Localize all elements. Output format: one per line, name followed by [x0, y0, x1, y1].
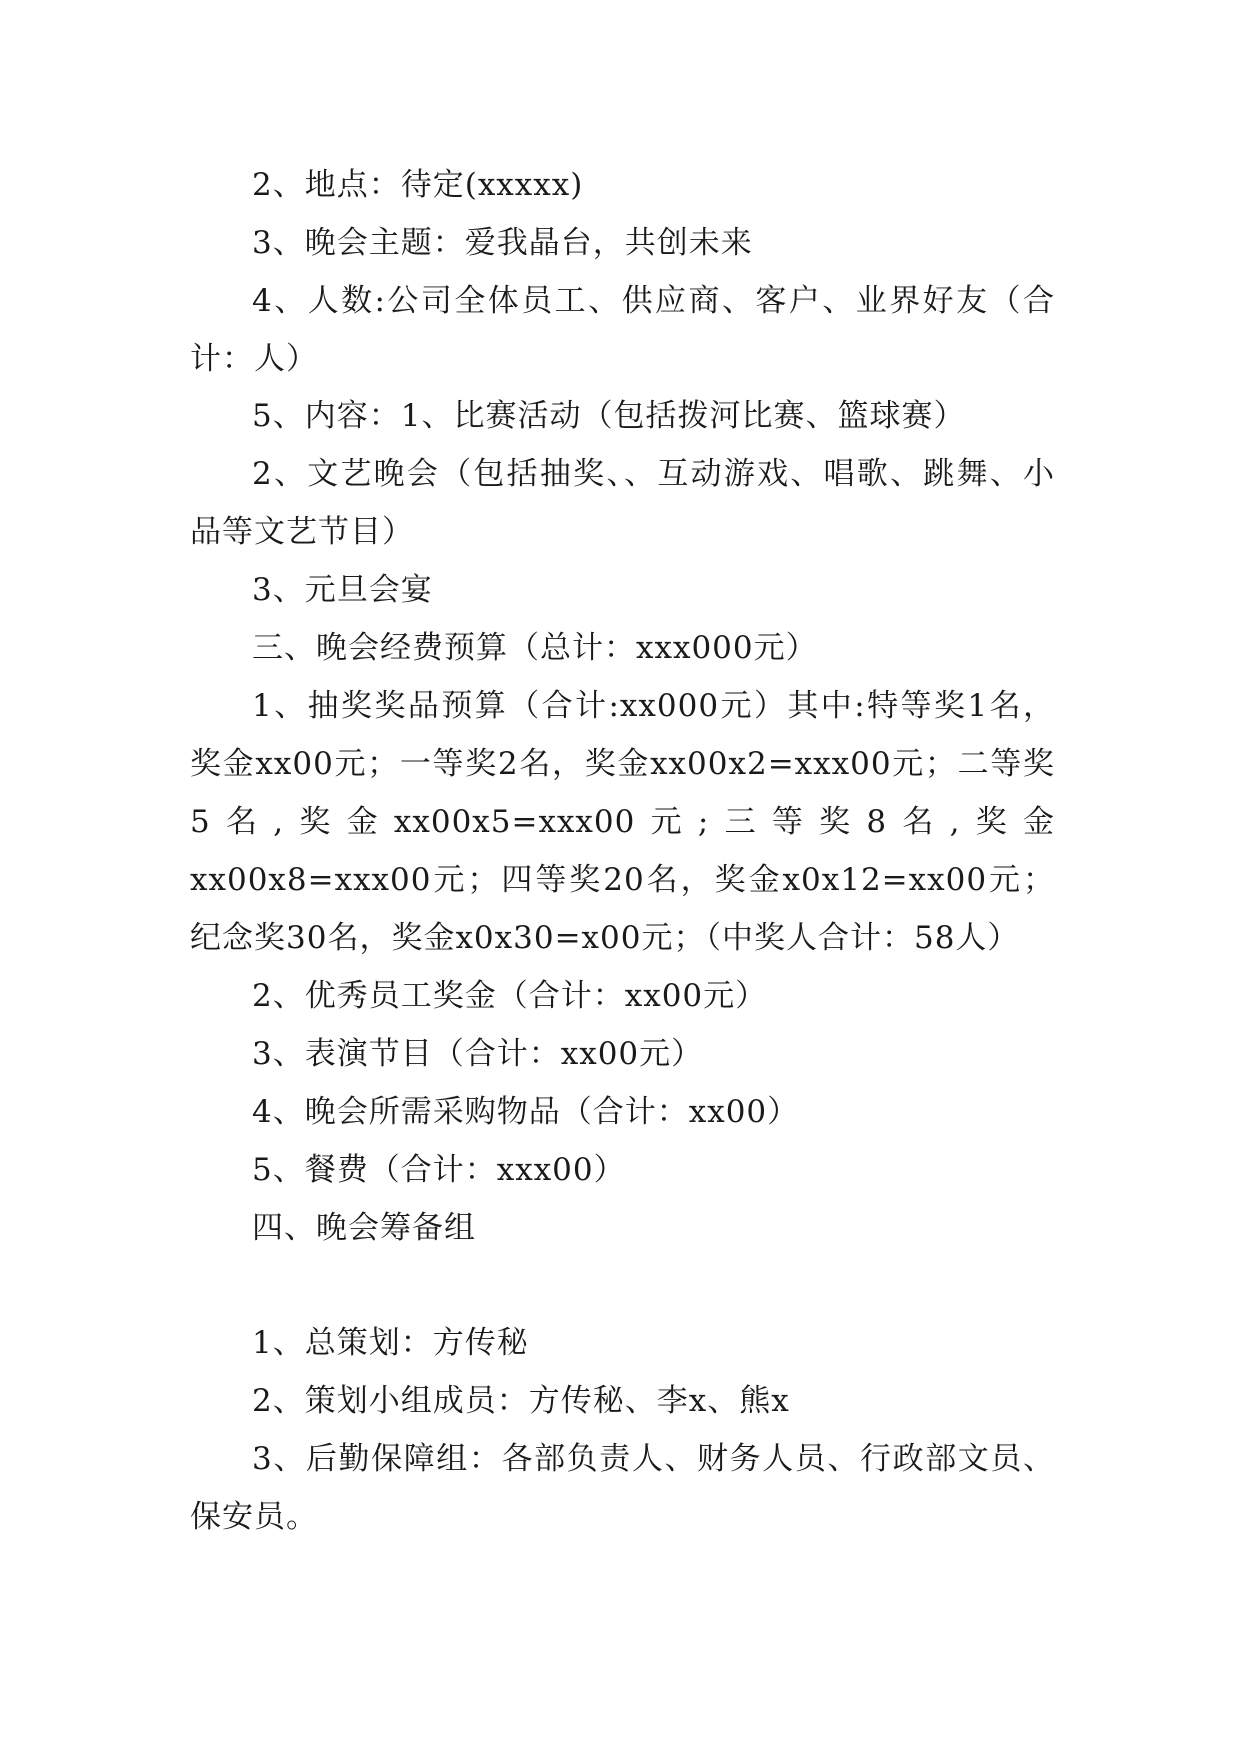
paragraph-employee-bonus: 2、优秀员工奖金（合计：xx00元） — [252, 978, 768, 1014]
paragraph-gala: 2、文艺晚会（包括抽奖、、互动游戏、唱歌、跳舞、小品等文艺节目） — [190, 456, 1055, 550]
paragraph-banquet: 3、元旦会宴 — [252, 572, 433, 608]
paragraph-chief-planner: 1、总策划：方传秘 — [252, 1325, 529, 1361]
section-heading-budget: 三、晚会经费预算（总计：xxx000元） — [252, 630, 818, 666]
paragraph-performance: 3、表演节目（合计：xx00元） — [252, 1036, 704, 1072]
paragraph-purchases: 4、晚会所需采购物品（合计：xx00） — [252, 1094, 800, 1130]
paragraph-logistics: 3、后勤保障组：各部负责人、财务人员、行政部文员、保安员。 — [190, 1441, 1055, 1535]
paragraph-attendees: 4、人数:公司全体员工、供应商、客户、业界好友（合计：人） — [190, 283, 1055, 377]
paragraph-meals: 5、餐费（合计：xxx00） — [252, 1152, 626, 1188]
paragraph-planning-members: 2、策划小组成员：方传秘、李x、熊x — [252, 1383, 790, 1419]
paragraph-theme: 3、晚会主题：爱我晶台，共创未来 — [252, 225, 753, 261]
paragraph-content: 5、内容：1、比赛活动（包括拨河比赛、篮球赛） — [252, 398, 966, 434]
section-heading-committee: 四、晚会筹备组 — [252, 1210, 476, 1246]
paragraph-location: 2、地点：待定(xxxxx) — [252, 167, 584, 203]
paragraph-lottery-budget: 1、抽奖奖品预算（合计:xx000元）其中:特等奖1名，奖金xx00元；一等奖2名，奖金xx00x2=xxx00元；二等奖5名,奖金xx00x5=xxx00元;三等奖8名,奖金xx00x8=xxx00元；四等奖20名，奖金x0x12=xx00元；纪念奖30名，奖金x0x30=x00元；（中奖人合计：58人） — [190, 688, 1055, 956]
